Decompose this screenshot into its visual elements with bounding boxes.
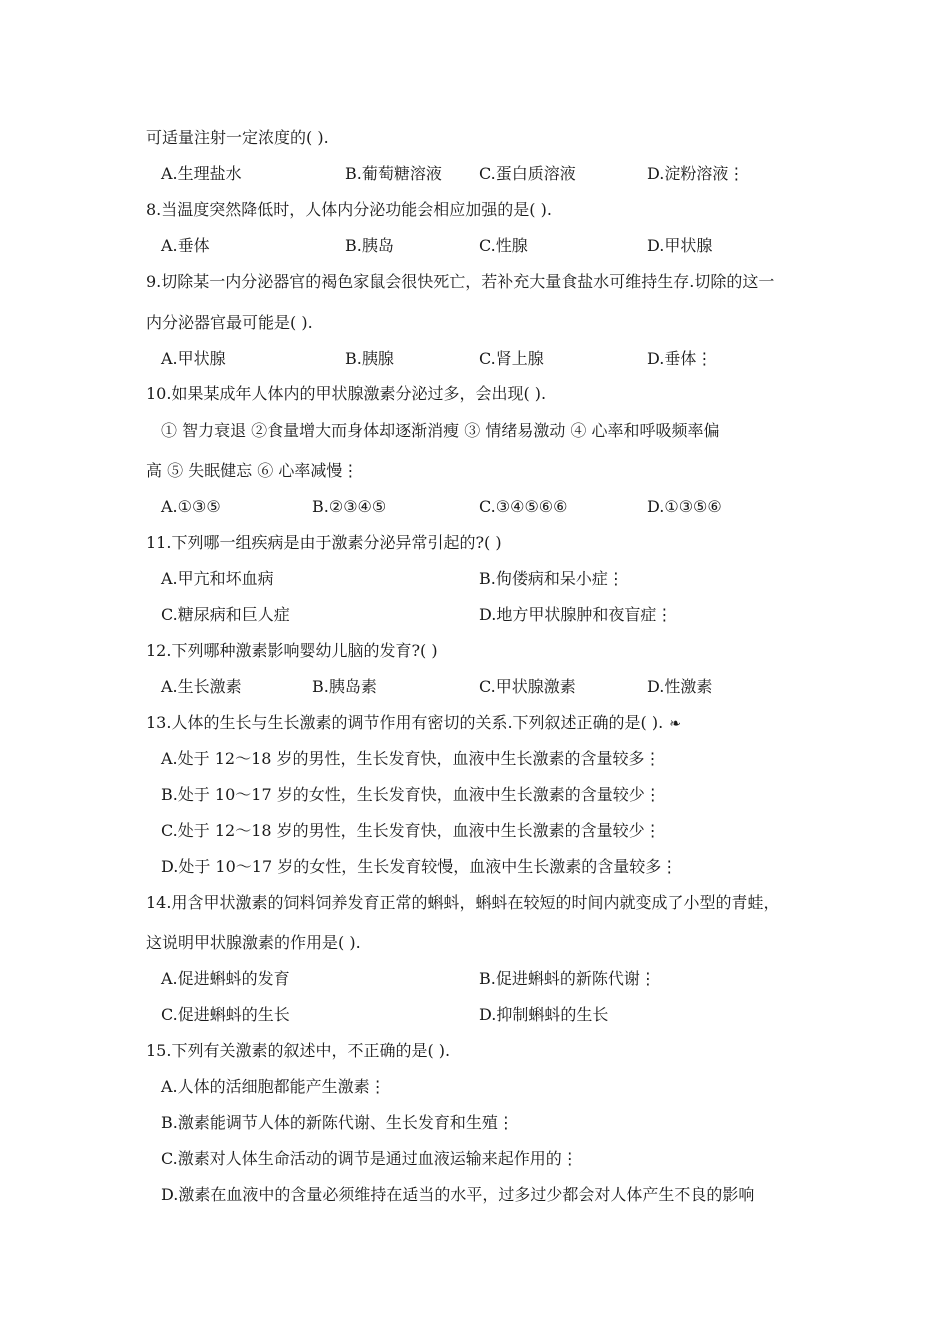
q9-stem-line2: 内分泌器官最可能是( ).: [146, 313, 313, 332]
q15-option-d: D.激素在血液中的含量必须维持在适当的水平，过多过少都会对人体产生不良的影响: [161, 1185, 755, 1204]
q11-option-a: A.甲亢和坏血病: [161, 569, 274, 588]
q14-option-d: D.抑制蝌蚪的生长: [479, 1005, 609, 1024]
q10-option-b: B.②③④⑤: [312, 497, 387, 516]
q12-option-a: A.生长激素: [161, 677, 242, 696]
q10-option-c: C.③④⑤⑥⑥: [479, 497, 568, 516]
q13-option-c: C.处于 12～18 岁的男性，生长发育快，血液中生长激素的含量较少⋮: [161, 821, 661, 840]
q13-stem-row: [146, 713, 681, 734]
q10-items-line2: 高 ⑤ 失眠健忘 ⑥ 心率减慢⋮: [146, 461, 359, 480]
q12-stem: 12.下列哪种激素影响婴幼儿脑的发育?( ): [146, 641, 438, 660]
q9-option-b: B.胰腺: [345, 349, 394, 368]
q9-option-d: D.垂体⋮: [647, 349, 713, 368]
q7-option-b: B.葡萄糖溶液: [345, 164, 442, 183]
q13-option-d: D.处于 10～17 岁的女性，生长发育较慢，血液中生长激素的含量较多⋮: [161, 857, 678, 876]
q14-option-c: C.促进蝌蚪的生长: [161, 1005, 290, 1024]
q7-option-c: C.蛋白质溶液: [479, 164, 576, 183]
q12-option-b: B.胰岛素: [312, 677, 377, 696]
q13-stem: 13.人体的生长与生长激素的调节作用有密切的关系.下列叙述正确的是( ).: [146, 713, 664, 732]
q15-stem: 15.下列有关激素的叙述中，不正确的是( ).: [146, 1041, 451, 1060]
q10-option-d: D.①③⑤⑥: [647, 497, 722, 516]
q13-option-a: A.处于 12～18 岁的男性，生长发育快，血液中生长激素的含量较多⋮: [161, 749, 661, 768]
q7-option-d: D.淀粉溶液⋮: [647, 164, 745, 183]
q15-option-c: C.激素对人体生命活动的调节是通过血液运输来起作用的⋮: [161, 1149, 578, 1168]
q10-items-line1: ① 智力衰退 ②食量增大而身体却逐渐消瘦 ③ 情绪易激动 ④ 心率和呼吸频率偏: [161, 421, 720, 440]
q8-option-d: D.甲状腺: [647, 236, 713, 255]
q14-stem-line2: 这说明甲状腺激素的作用是( ).: [146, 933, 361, 952]
q10-option-a: A.①③⑤: [161, 497, 221, 516]
q7-stem-continuation: 可适量注射一定浓度的( ).: [146, 128, 329, 147]
q10-stem: 10.如果某成年人体内的甲状腺激素分泌过多，会出现( ).: [146, 384, 547, 403]
q7-option-a: A.生理盐水: [161, 164, 242, 183]
q13-option-b: B.处于 10～17 岁的女性，生长发育快，血液中生长激素的含量较少⋮: [161, 785, 661, 804]
q11-option-b: B.佝偻病和呆小症⋮: [479, 569, 624, 588]
q8-option-b: B.胰岛: [345, 236, 394, 255]
q9-option-a: A.甲状腺: [161, 349, 226, 368]
q15-option-b: B.激素能调节人体的新陈代谢、生长发育和生殖⋮: [161, 1113, 514, 1132]
q14-option-a: A.促进蝌蚪的发育: [161, 969, 290, 988]
q12-option-c: C.甲状腺激素: [479, 677, 576, 696]
q11-option-c: C.糖尿病和巨人症: [161, 605, 290, 624]
q8-stem: 8.当温度突然降低时，人体内分泌功能会相应加强的是( ).: [146, 200, 552, 219]
q11-option-d: D.地方甲状腺肿和夜盲症⋮: [479, 605, 673, 624]
q14-stem-line1: 14.用含甲状激素的饲料饲养发育正常的蝌蚪，蝌蚪在较短的时间内就变成了小型的青蛙，: [146, 893, 780, 912]
q8-option-a: A.垂体: [161, 236, 210, 255]
q12-option-d: D.性激素: [647, 677, 713, 696]
q15-option-a: A.人体的活细胞都能产生激素⋮: [161, 1077, 386, 1096]
q9-option-c: C.肾上腺: [479, 349, 544, 368]
q14-option-b: B.促进蝌蚪的新陈代谢⋮: [479, 969, 656, 988]
q11-stem: 11.下列哪一组疾病是由于激素分泌异常引起的?( ): [146, 533, 502, 552]
q8-option-c: C.性腺: [479, 236, 528, 255]
q9-stem-line1: 9.切除某一内分泌器官的褐色家鼠会很快死亡，若补充大量食盐水可维持生存.切除的这一: [146, 272, 775, 291]
printer-mark-icon: ❧: [669, 716, 681, 732]
